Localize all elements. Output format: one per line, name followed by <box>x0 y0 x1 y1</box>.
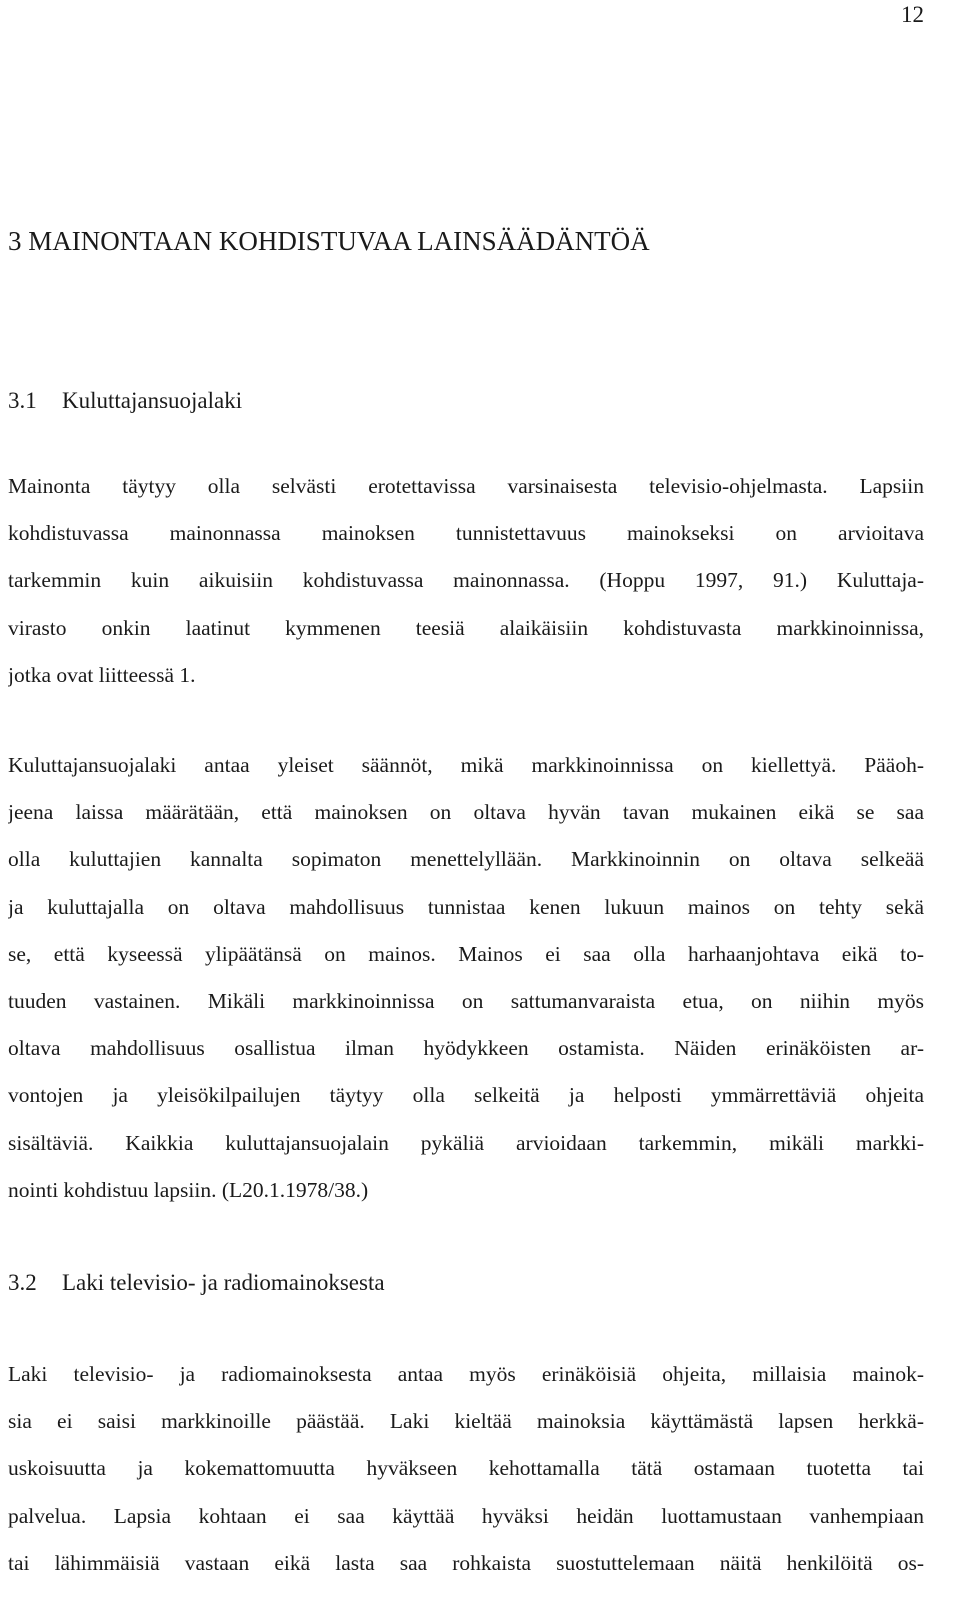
paragraph-line: tuuden vastainen. Mikäli markkinoinnissa on sattumanvaraista etua, on niihin myös <box>8 989 924 1014</box>
paragraph-line: tai lähimmäisiä vastaan eikä lasta saa rohkaista suostuttelemaan näitä henkilöitä os- <box>8 1550 924 1575</box>
paragraph-line: Laki televisio- ja radiomainoksesta antaa myös erinäköisiä ohjeita, millaisia mainok- <box>8 1362 924 1386</box>
paragraph-line: Mainonta täytyy olla selvästi erotettavissa varsinaisesta televisio-ohjelmasta. Lapsiin <box>8 474 924 498</box>
paragraph <box>8 1351 924 1587</box>
paragraph-line: jotka ovat liitteessä 1. <box>8 662 196 687</box>
chapter-heading: 3 MAINONTAAN KOHDISTUVAA LAINSÄÄDÄNTÖÄ <box>8 226 650 256</box>
section-heading-3-1 <box>8 386 242 416</box>
page-number: 12 <box>901 2 924 27</box>
paragraph-line: kohdistuvassa mainonnassa mainoksen tunnistettavuus mainokseksi on arvioitava <box>8 521 924 546</box>
paragraph-line: uskoisuutta ja kokemattomuutta hyväkseen kehottamalla tätä ostamaan tuotetta tai <box>8 1456 924 1481</box>
paragraph-line: sia ei saisi markkinoille päästää. Laki kieltää mainoksia käyttämästä lapsen herkkä- <box>8 1409 924 1434</box>
paragraph-line: oltava mahdollisuus osallistua ilman hyödykkeen ostamista. Näiden erinäköisten ar- <box>8 1036 924 1061</box>
paragraph <box>8 463 924 699</box>
paragraph-line: jeena laissa määrätään, että mainoksen on oltava hyvän tavan mukainen eikä se saa <box>8 800 924 825</box>
paragraph-line: Kuluttajansuojalaki antaa yleiset säännöt, mikä markkinoinnissa on kiellettyä. Pääoh- <box>8 753 924 777</box>
paragraph-line: olla kuluttajien kannalta sopimaton menettelyllään. Markkinoinnin on oltava selkeää <box>8 847 924 872</box>
paragraph-line: ja kuluttajalla on oltava mahdollisuus tunnistaa kenen lukuun mainos on tehty sekä <box>8 894 924 919</box>
paragraph-line: nointi kohdistuu lapsiin. (L20.1.1978/38.) <box>8 1177 369 1202</box>
section-number: 3.2 <box>8 1270 37 1295</box>
paragraph-line: vontojen ja yleisökilpailujen täytyy olla selkeitä ja helposti ymmärrettäviä ohjeita <box>8 1083 924 1108</box>
paragraph-line: sisältäviä. Kaikkia kuluttajansuojalain pykäliä arvioidaan tarkemmin, mikäli markki- <box>8 1130 924 1155</box>
section-number: 3.1 <box>8 388 37 413</box>
section-title: Kuluttajansuojalaki <box>62 388 243 413</box>
paragraph-line: virasto onkin laatinut kymmenen teesiä alaikäisiin kohdistuvasta markkinoinnissa, <box>8 615 924 640</box>
paragraph-line: tarkemmin kuin aikuisiin kohdistuvassa mainonnassa. (Hoppu 1997, 91.) Kuluttaja- <box>8 568 924 593</box>
paragraph <box>8 742 924 1214</box>
paragraph-line: palvelua. Lapsia kohtaan ei saa käyttää hyväksi heidän luottamustaan vanhempiaan <box>8 1503 924 1528</box>
section-title: Laki televisio- ja radiomainoksesta <box>62 1270 385 1295</box>
paragraph-line: se, että kyseessä ylipäätänsä on mainos. Mainos ei saa olla harhaanjohtava eikä to- <box>8 941 924 966</box>
section-heading-3-2 <box>8 1268 385 1298</box>
